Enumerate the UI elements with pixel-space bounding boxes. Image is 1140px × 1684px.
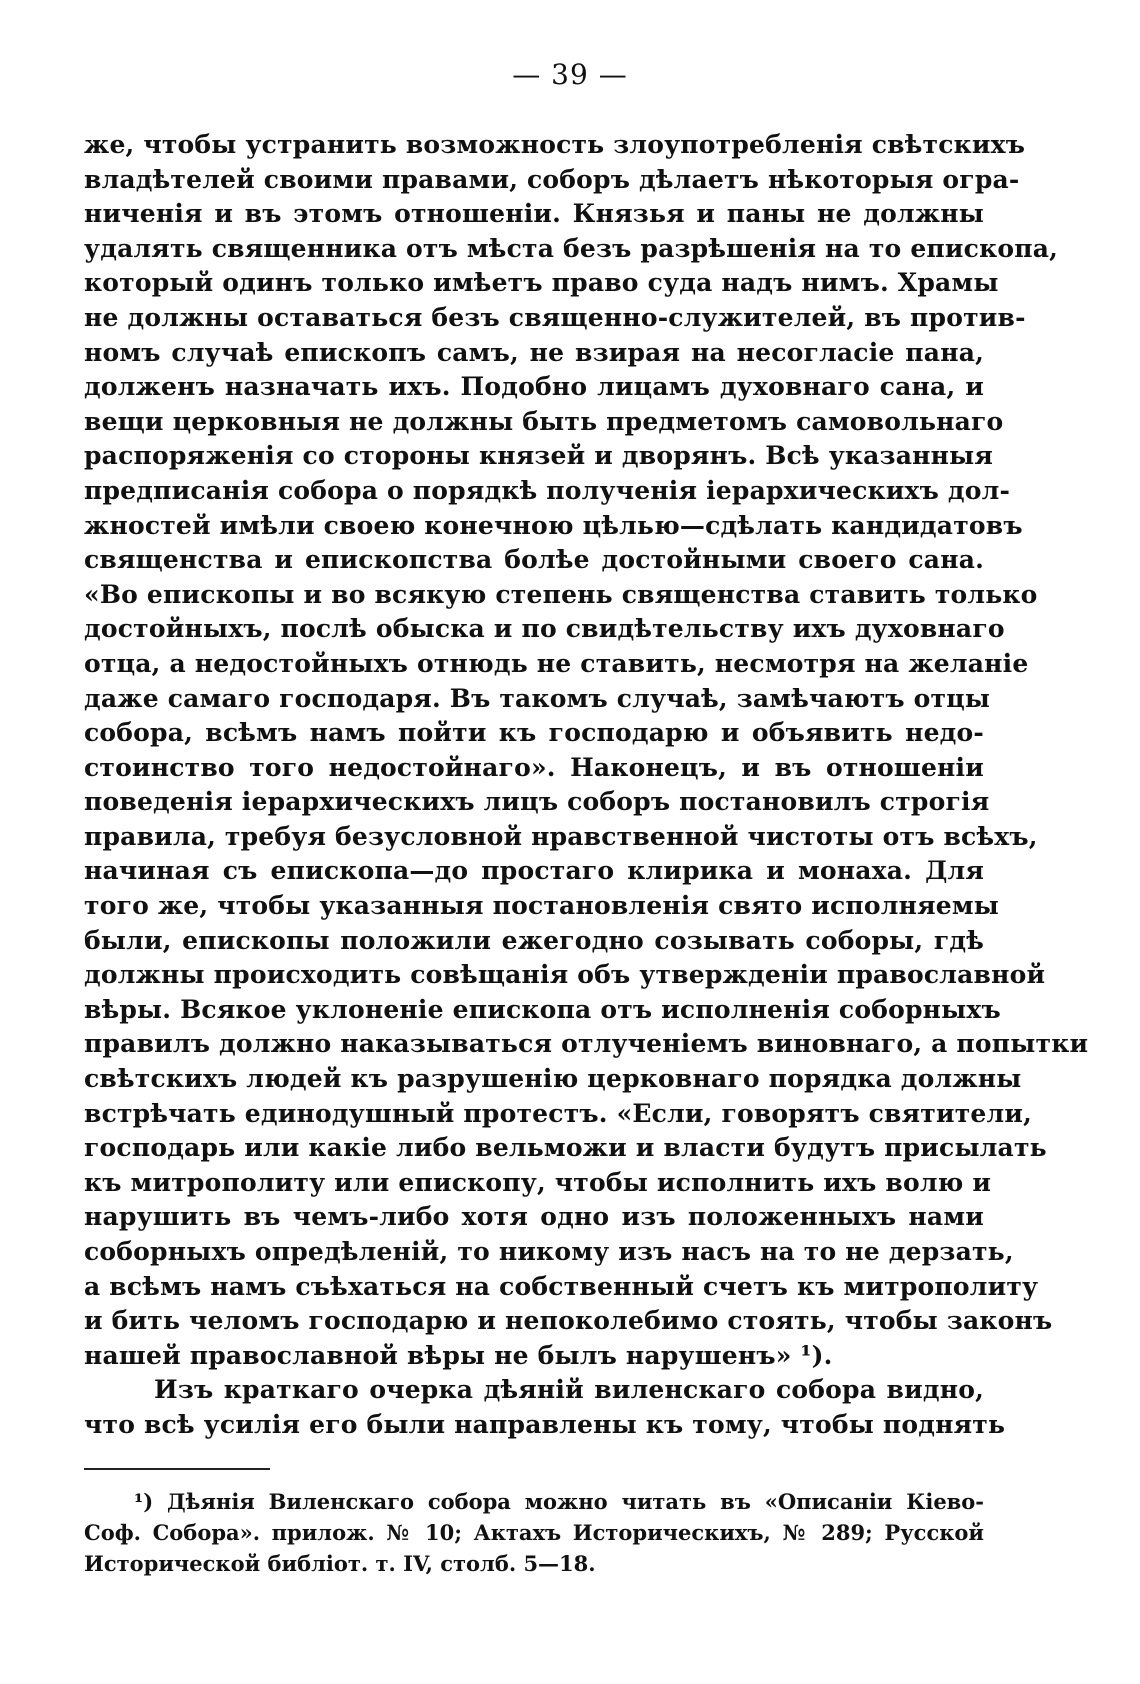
text-line: а всѣмъ намъ съѣхаться на собственный счетъ къ митрополиту bbox=[84, 1271, 1039, 1301]
body-text bbox=[84, 128, 1089, 1443]
text-line: господарь или какіе либо вельможи и власти будутъ присылать bbox=[84, 1133, 1047, 1163]
text-line: и бить челомъ господарю и непоколебимо стоять, чтобы законъ bbox=[84, 1306, 1053, 1336]
footnote-divider bbox=[84, 1468, 270, 1470]
text-line: распоряженія со стороны князей и дворянъ. Всѣ указанныя bbox=[84, 441, 994, 471]
text-line: что всѣ усилія его были направлены къ тому, чтобы поднять bbox=[84, 1409, 1006, 1439]
text-line: нашей православной вѣры не былъ нарушенъ» ¹). bbox=[84, 1340, 833, 1370]
text-line: отца, а недостойныхъ отнюдь не ставить, несмотря на желаніе bbox=[84, 648, 1029, 678]
page-number: — 39 — bbox=[512, 58, 628, 91]
footnote-line: Исторической библіот. т. IV, столб. 5—18. bbox=[84, 1551, 596, 1576]
text-line: священства и епископства болѣе достойными своего сана. bbox=[84, 545, 984, 575]
text-line: который одинъ только имѣетъ право суда надъ нимъ. Храмы bbox=[84, 268, 999, 298]
text-line: поведенія іерархическихъ лицъ соборъ постановилъ строгія bbox=[84, 787, 990, 817]
text-line: были, епископы положили ежегодно созывать соборы, гдѣ bbox=[84, 925, 984, 955]
text-line: стоинство того недостойнаго». Наконецъ, и въ отношеніи bbox=[84, 752, 984, 782]
text-line: вѣры. Всякое уклоненіе епископа отъ исполненія соборныхъ bbox=[84, 994, 1001, 1024]
footnotes bbox=[84, 1486, 984, 1579]
text-line: правила, требуя безусловной нравственной чистоты отъ всѣхъ, bbox=[84, 821, 1038, 851]
text-line: къ митрополиту или епископу, чтобы исполнить ихъ волю и bbox=[84, 1167, 992, 1197]
text-line: «Во епископы и во всякую степень священства ставить только bbox=[84, 579, 1038, 609]
text-line: предписанія собора о порядкѣ полученія іерархическихъ дол- bbox=[84, 475, 1011, 505]
text-line: правилъ должно наказываться отлученіемъ виновнаго, а попытки bbox=[84, 1029, 1089, 1059]
text-line: свѣтскихъ людей къ разрушенію церковнаго порядка должны bbox=[84, 1064, 1022, 1094]
text-line: удалять священника отъ мѣста безъ разрѣшенія на то епископа, bbox=[84, 233, 1059, 263]
text-line: вещи церковныя не должны быть предметомъ самовольнаго bbox=[84, 406, 1004, 436]
text-line: нарушить въ чемъ-либо хотя одно изъ положенныхъ нами bbox=[84, 1202, 984, 1232]
text-line: Изъ краткаго очерка дѣяній виленскаго собора видно, bbox=[154, 1375, 984, 1405]
text-line: владѣтелей своими правами, соборъ дѣлаетъ нѣкоторыя огра- bbox=[84, 164, 1020, 194]
text-line: долженъ назначать ихъ. Подобно лицамъ духовнаго сана, и bbox=[84, 372, 984, 402]
text-line: того же, чтобы указанныя постановленія свято исполняемы bbox=[84, 891, 1000, 921]
text-line: не должны оставаться безъ священно-служителей, въ против- bbox=[84, 302, 1026, 332]
footnote-line: Соф. Собора». прилож. № 10; Актахъ Историческихъ, № 289; Русской bbox=[84, 1520, 984, 1545]
text-line: начиная съ епископа—до простаго клирика и монаха. Для bbox=[84, 856, 984, 886]
text-line: достойныхъ, послѣ обыска и по свидѣтельству ихъ духовнаго bbox=[84, 614, 1005, 644]
text-line: должны происходить совѣщанія объ утвержденіи православной bbox=[84, 960, 1046, 990]
footnote-line: ¹) Дѣянія Виленскаго собора можно читать въ «Описаніи Кіево- bbox=[134, 1489, 984, 1514]
text-line: жностей имѣли своею конечною цѣлью—сдѣлать кандидатовъ bbox=[84, 510, 1023, 540]
text-line: же, чтобы устранить возможность злоупотребленія свѣтскихъ bbox=[84, 130, 1026, 159]
text-line: собора, всѣмъ намъ пойти къ господарю и объявить недо- bbox=[84, 718, 984, 748]
text-line: номъ случаѣ епископъ самъ, не взирая на несогласіе пана, bbox=[84, 337, 984, 367]
text-line: ниченія и въ этомъ отношеніи. Князья и паны не должны bbox=[84, 199, 984, 229]
text-line: соборныхъ опредѣленій, то никому изъ насъ на то не дерзать, bbox=[84, 1237, 1014, 1266]
text-line: встрѣчать единодушный протестъ. «Если, говорятъ святители, bbox=[84, 1098, 1032, 1128]
text-line: даже самаго господаря. Въ такомъ случаѣ, замѣчаютъ отцы bbox=[84, 683, 991, 713]
